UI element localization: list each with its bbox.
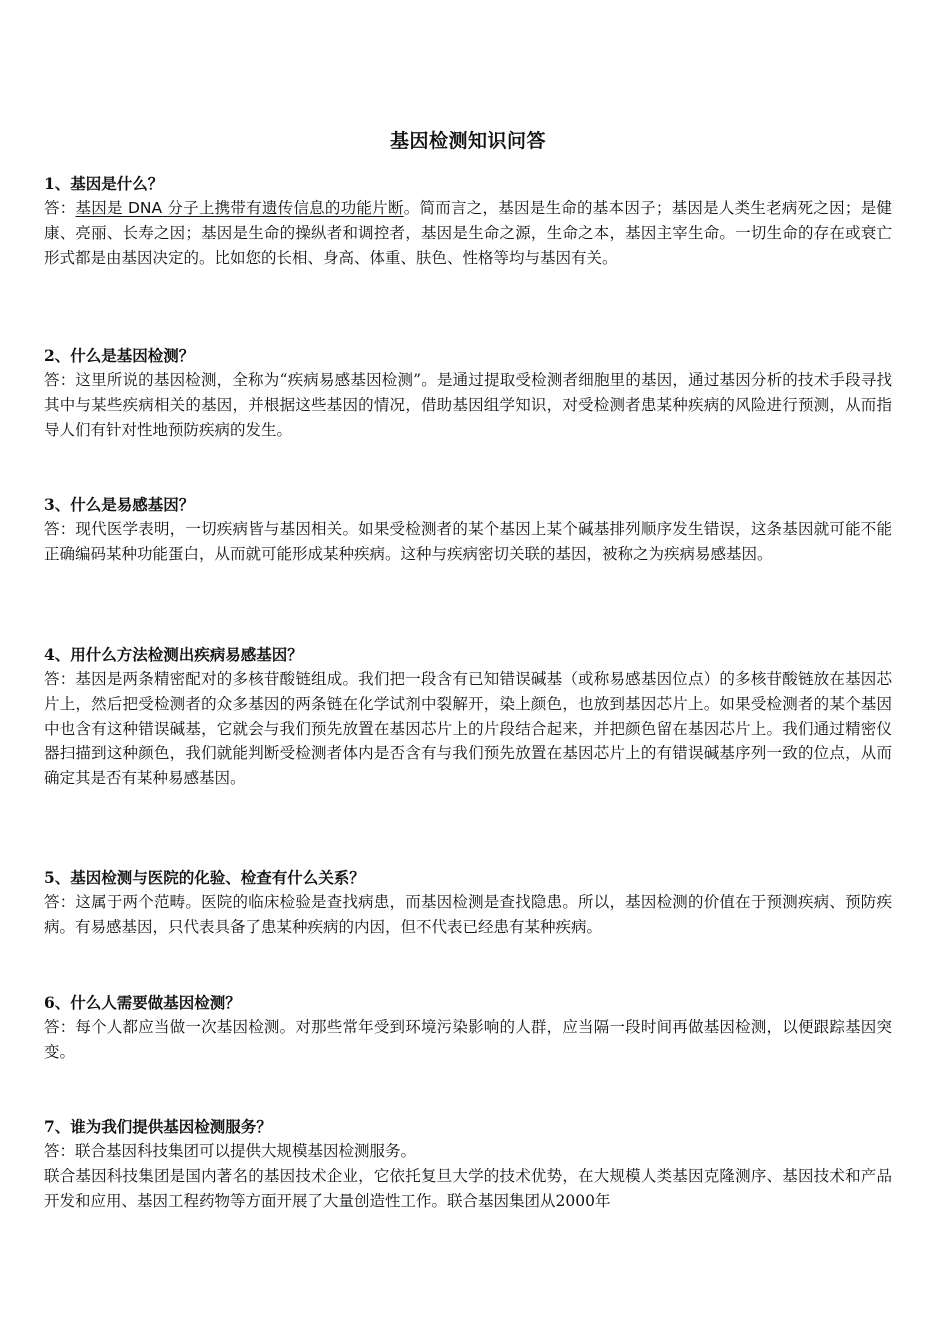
qa-item-2 xyxy=(44,344,892,442)
answer-2: 答：这里所说的基因检测，全称为“疾病易感基因检测”。是通过提取受检测者细胞里的基因，通过基因分析的技术手段寻找其中与某些疾病相关的基因，并根据这些基因的情况，借助基因组学知识，对受检测者患某种疾病的风险进行预测，从而指导人们有针对性地预防疾病的发生。 xyxy=(44,371,892,439)
answer-5: 答：这属于两个范畴。医院的临床检验是查找病患，而基因检测是查找隐患。所以，基因检测的价值在于预测疾病、预防疾病。有易感基因，只代表具备了患某种疾病的内因，但不代表已经患有某种疾病。 xyxy=(44,893,892,936)
qa-item-6 xyxy=(44,991,892,1065)
answer-1-prefix: 答： xyxy=(44,199,76,217)
answer-1-definition-post: 分子上携带有遗传信息的功能片断 xyxy=(167,199,404,217)
answer-4: 答：基因是两条精密配对的多核苷酸链组成。我们把一段含有已知错误碱基（或称易感基因位点）的多核苷酸链放在基因芯片上，然后把受检测者的众多基因的两条链在化学试剂中裂解开，染上颜色，也放到基因芯片上。如果受检测者的某个基因中也含有这种错误碱基，它就会与我们预先放置在基因芯片上的片段结合起来，并把颜色留在基因芯片上。我们通过精密仪器扫描到这种颜色，我们就能判断受检测者体内是否含有与我们预先放置在基因芯片上的有错误碱基序列一致的位点，从而确定其是否有某种易感基因。 xyxy=(44,670,892,788)
question-2: 2、什么是基因检测？ xyxy=(44,346,195,365)
qa-item-3 xyxy=(44,493,892,567)
question-5: 5、基因检测与医院的化验、检查有什么关系？ xyxy=(44,868,365,887)
document-title: 基因检测知识问答 xyxy=(389,130,546,152)
question-7: 7、谁为我们提供基因检测服务？ xyxy=(44,1117,272,1136)
question-1: 1、基因是什么？ xyxy=(44,174,164,193)
answer-7-extra: 联合基因科技集团是国内著名的基因技术企业，它依托复旦大学的技术优势，在大规模人类基因克隆测序、基因技术和产品开发和应用、基因工程药物等方面开展了大量创造性工作。联合基因集团从2000年 xyxy=(44,1166,892,1210)
answer-1-definition-dna: DNA xyxy=(128,199,163,217)
qa-item-4 xyxy=(44,643,892,791)
question-4: 4、用什么方法检测出疾病易感基因？ xyxy=(44,645,303,664)
qa-item-7 xyxy=(44,1115,892,1213)
answer-1-definition xyxy=(76,199,404,217)
answer-1-body: 。简而言之，基因是生命的基本因子；基因是人类生老病死之因；是健康、亮丽、长寿之因；基因是生命的操纵者和调控者，基因是生命之源，生命之本，基因主宰生命。一切生命的存在或衰亡形式都是由基因决定的。比如您的长相、身高、体重、肤色、性格等均与基因有关。 xyxy=(44,199,892,267)
answer-7: 答：联合基因科技集团可以提供大规模基因检测服务。 xyxy=(44,1142,417,1160)
answer-6: 答：每个人都应当做一次基因检测。对那些常年受到环境污染影响的人群，应当隔一段时间再做基因检测，以便跟踪基因突变。 xyxy=(44,1018,892,1061)
answer-1-definition-pre: 基因是 xyxy=(75,199,123,217)
answer-1 xyxy=(44,196,892,270)
answer-3: 答：现代医学表明，一切疾病皆与基因相关。如果受检测者的某个基因上某个碱基排列顺序发生错误，这条基因就可能不能正确编码某种功能蛋白，从而就可能形成某种疾病。这种与疾病密切关联的基因，被称之为疾病易感基因。 xyxy=(44,520,892,563)
qa-item-1 xyxy=(44,172,892,270)
question-6: 6、什么人需要做基因检测？ xyxy=(44,993,241,1012)
question-3: 3、什么是易感基因？ xyxy=(44,495,195,514)
qa-item-5 xyxy=(44,866,892,940)
